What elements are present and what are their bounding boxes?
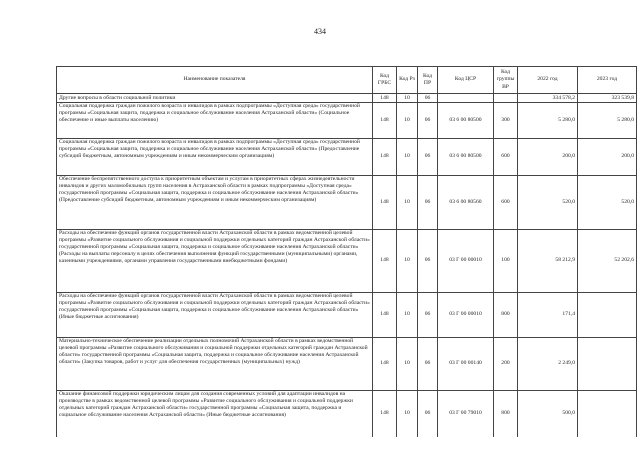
row-vr: 600 bbox=[494, 139, 518, 176]
row-name: Социальная поддержка граждан пожилого возраста и инвалидов в рамках подпрограммы «Доступная среда» государственной программы «Социальная защита, поддержка и социальное обслуживание населения Астраханской области» (Социальное обеспечение и иные выплаты населению) bbox=[57, 103, 373, 139]
row-csr: 03 Г 00 79010 bbox=[438, 391, 494, 437]
row-vr: 100 bbox=[494, 230, 518, 293]
budget-table bbox=[56, 66, 637, 437]
header-2023: 2023 год bbox=[578, 67, 637, 94]
row-csr: 03 6 00 80560 bbox=[438, 176, 494, 230]
table-row bbox=[57, 293, 637, 338]
row-2023: 323 539,8 bbox=[578, 94, 637, 103]
row-2022: 58 212,9 bbox=[518, 230, 578, 293]
row-2022: 5 280,0 bbox=[518, 103, 578, 139]
table-row bbox=[57, 103, 637, 139]
row-csr bbox=[438, 94, 494, 103]
row-vr bbox=[494, 94, 518, 103]
header-2022: 2022 год bbox=[518, 67, 578, 94]
row-2023: 520,0 bbox=[578, 176, 637, 230]
row-pr: 06 bbox=[418, 391, 438, 437]
header-grbs: Код ГРБС bbox=[373, 67, 397, 94]
table-row bbox=[57, 391, 637, 437]
header-csr: Код ЦСР bbox=[438, 67, 494, 94]
row-vr: 600 bbox=[494, 176, 518, 230]
row-rz: 10 bbox=[397, 176, 418, 230]
row-grbs: 148 bbox=[373, 139, 397, 176]
row-pr: 06 bbox=[418, 103, 438, 139]
row-rz: 10 bbox=[397, 103, 418, 139]
row-vr: 800 bbox=[494, 391, 518, 437]
header-vr: Код группы ВР bbox=[494, 67, 518, 94]
row-2022: 334 578,2 bbox=[518, 94, 578, 103]
row-csr: 03 Г 00 00010 bbox=[438, 230, 494, 293]
row-2022: 2 249,0 bbox=[518, 338, 578, 391]
row-2022: 200,0 bbox=[518, 139, 578, 176]
row-2023 bbox=[578, 338, 637, 391]
row-csr: 03 Г 00 00010 bbox=[438, 293, 494, 338]
header-pr: Код ПР bbox=[418, 67, 438, 94]
row-grbs: 148 bbox=[373, 338, 397, 391]
row-grbs: 148 bbox=[373, 293, 397, 338]
header-row bbox=[57, 67, 637, 94]
row-pr: 06 bbox=[418, 176, 438, 230]
page-number: 434 bbox=[314, 27, 326, 36]
row-csr: 03 Г 00 00140 bbox=[438, 338, 494, 391]
row-vr: 300 bbox=[494, 103, 518, 139]
row-name: Материально-техническое обеспечение реализации отдельных полномочий Астраханской области в рамках ведомственной целевой программы «Развитие социального обслуживания и социальной поддержки отдельных категорий граждан Астраханской области» государственной программы «Социальная защита, поддержка и социальное обслуживание населения Астраханской области» (Закупка товаров, работ и услуг для обеспечения государственных (муниципальных) нужд) bbox=[57, 338, 373, 391]
row-name: Другие вопросы в области социальной политики bbox=[57, 94, 373, 103]
row-rz: 10 bbox=[397, 94, 418, 103]
row-pr: 06 bbox=[418, 230, 438, 293]
row-rz: 10 bbox=[397, 391, 418, 437]
row-2023: 52 202,6 bbox=[578, 230, 637, 293]
table-row bbox=[57, 176, 637, 230]
row-name: Социальная поддержка граждан пожилого возраста и инвалидов в рамках подпрограммы «Доступная среда» государственной программы «Социальная защита, поддержка и социальное обслуживание населения Астраханской области» (Предоставление субсидий бюджетным, автономным учреждениям и иным некоммерческим организациям) bbox=[57, 139, 373, 176]
row-grbs: 148 bbox=[373, 176, 397, 230]
row-grbs: 148 bbox=[373, 103, 397, 139]
row-vr: 200 bbox=[494, 338, 518, 391]
row-rz: 10 bbox=[397, 338, 418, 391]
row-2023: 5 280,0 bbox=[578, 103, 637, 139]
row-pr: 06 bbox=[418, 139, 438, 176]
row-2023: 200,0 bbox=[578, 139, 637, 176]
row-name: Расходы на обеспечение функций органов государственной власти Астраханской области в рамках ведомственной целевой программы «Развитие социального обслуживания и социальной поддержки отдельных категорий граждан Астраханской области» государственной программы «Социальная защита, поддержка и социальное обслуживание населения Астраханской области» (Расходы на выплаты персоналу в целях обеспечения выполнения функций государственными (муниципальными) органами, казенными учреждениями, органами управления государственными внебюджетными фондами) bbox=[57, 230, 373, 293]
row-rz: 10 bbox=[397, 293, 418, 338]
row-grbs: 148 bbox=[373, 391, 397, 437]
row-name: Оказание финансовой поддержки юридическим лицам для создания современных условий для адаптации инвалидов на производстве в рамках ведомственной целевой программы «Развитие социального обслуживания и социальной поддержки отдельных категорий граждан Астраханской области» государственной программы «Социальная защита, поддержка и социальное обслуживание населения Астраханской области» (Иные бюджетные ассигнования) bbox=[57, 391, 373, 437]
table-row bbox=[57, 94, 637, 103]
row-2022: 520,0 bbox=[518, 176, 578, 230]
row-name: Расходы на обеспечение функций органов государственной власти Астраханской области в рамках ведомственной целевой программы «Развитие социального обслуживания и социальной поддержки отдельных категорий граждан Астраханской области» государственной программы «Социальная защита, поддержка и социальное обслуживание населения Астраханской области» (Иные бюджетные ассигнования) bbox=[57, 293, 373, 338]
row-grbs: 148 bbox=[373, 230, 397, 293]
row-2022: 500,0 bbox=[518, 391, 578, 437]
header-rz: Код Рз bbox=[397, 67, 418, 94]
table-row bbox=[57, 338, 637, 391]
row-pr: 06 bbox=[418, 94, 438, 103]
row-csr: 03 6 00 80500 bbox=[438, 103, 494, 139]
table-row bbox=[57, 139, 637, 176]
row-vr: 800 bbox=[494, 293, 518, 338]
row-rz: 10 bbox=[397, 139, 418, 176]
row-2023 bbox=[578, 293, 637, 338]
row-grbs: 148 bbox=[373, 94, 397, 103]
row-2023 bbox=[578, 391, 637, 437]
row-csr: 03 6 00 80500 bbox=[438, 139, 494, 176]
row-2022: 171,4 bbox=[518, 293, 578, 338]
table-row bbox=[57, 230, 637, 293]
row-name: Обеспечение беспрепятственного доступа к приоритетным объектам и услугам в приоритетных сферах жизнедеятельности инвалидов и других маломобильных групп населения в Астраханской области в рамках подпрограммы «Доступная среда» государственной программы «Социальная защита, поддержка и социальное обслуживание населения Астраханской области» (Предоставление субсидий бюджетным, автономным учреждениям и иным некоммерческим организациям) bbox=[57, 176, 373, 230]
header-name: Наименование показателя bbox=[57, 67, 373, 94]
row-pr: 06 bbox=[418, 293, 438, 338]
row-rz: 10 bbox=[397, 230, 418, 293]
row-pr: 06 bbox=[418, 338, 438, 391]
